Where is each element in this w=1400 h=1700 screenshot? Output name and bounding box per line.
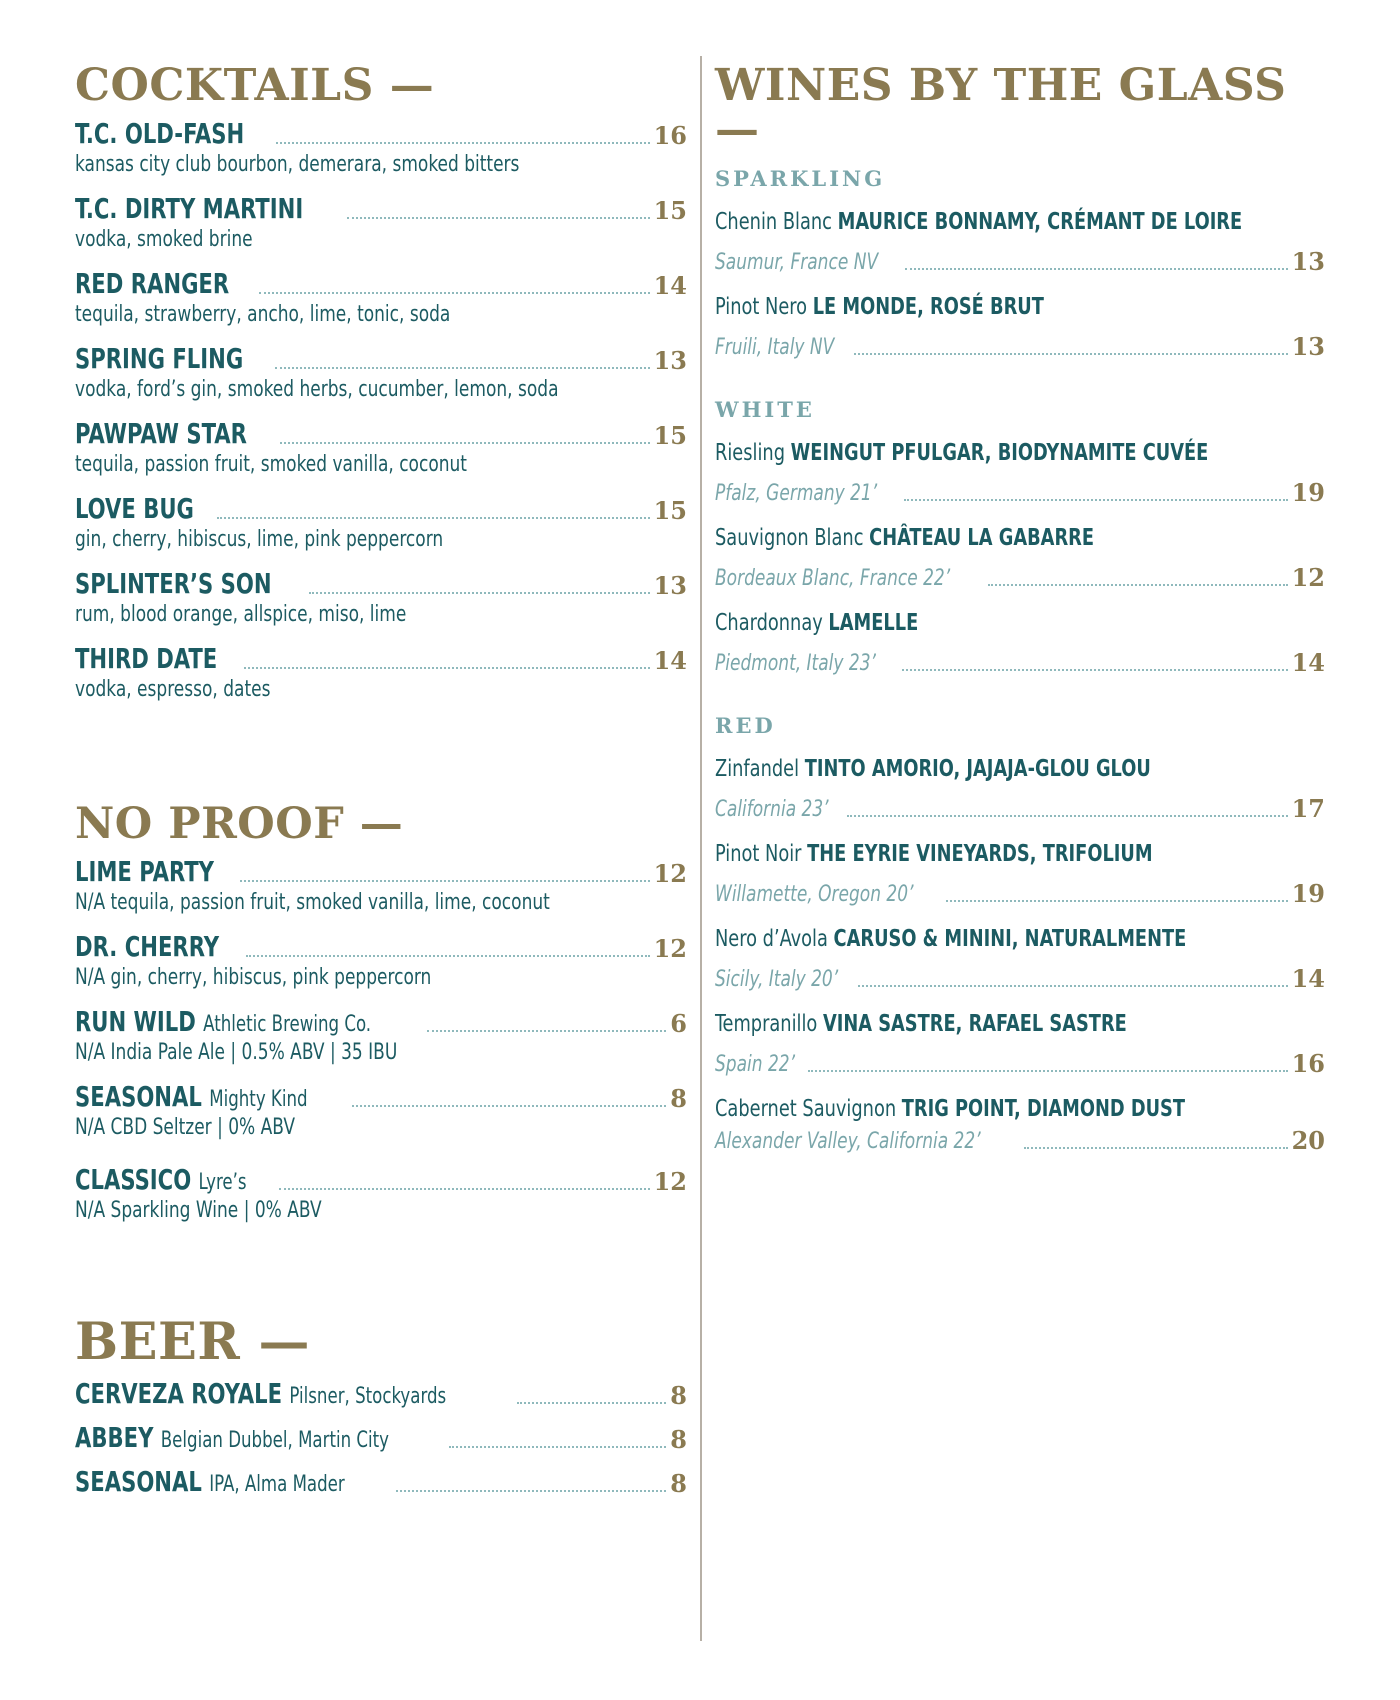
item-producer: Lyre’s — [198, 1170, 247, 1195]
item-price: 8 — [670, 1469, 687, 1498]
wine-title: Pinot Nero LE MONDE, ROSÉ BRUT — [715, 294, 1044, 320]
wine-origin: Bordeaux Blanc, France 22’ — [715, 566, 951, 591]
no-proof-item — [75, 1163, 687, 1241]
left-column — [75, 60, 687, 1512]
wine-title: Sauvignon Blanc CHÂTEAU LA GABARRE — [715, 525, 1095, 551]
item-name: DR. CHERRY — [75, 930, 220, 963]
item-description: N/A gin, cherry, hibiscus, pink peppercorn — [75, 965, 432, 990]
item-description: vodka, ford’s gin, smoked herbs, cucumber, lemon, soda — [75, 377, 559, 402]
no-proof-item — [75, 1080, 687, 1158]
wine-title: Nero d’Avola CARUSO & MININI, NATURALMENTE — [715, 926, 1187, 952]
dot-leader — [396, 1490, 666, 1492]
wines-title: WINES BY THE GLASS — — [715, 60, 1287, 155]
item-price: 14 — [1291, 648, 1325, 677]
wine-title: Zinfandel TINTO AMORIO, JAJAJA-GLOU GLOU — [715, 756, 1151, 782]
wine-origin: Pfalz, Germany 21’ — [715, 481, 878, 506]
item-price: 14 — [653, 646, 687, 675]
item-price: 19 — [1291, 879, 1325, 908]
beer-list — [75, 1377, 687, 1512]
dot-leader — [858, 985, 1287, 987]
dot-leader — [347, 217, 650, 219]
item-description: N/A CBD Seltzer | 0% ABV — [75, 1115, 296, 1140]
item-name: SEASONAL Mighty Kind — [75, 1080, 308, 1113]
beer-item — [75, 1377, 687, 1424]
dot-leader — [352, 1105, 666, 1107]
item-price: 14 — [1291, 964, 1325, 993]
wine-title: Chenin Blanc MAURICE BONNAMY, CRÉMANT DE LOIRE — [715, 209, 1243, 235]
item-name: SPRING FLING — [75, 342, 244, 375]
wine-origin: Piedmont, Italy 23’ — [715, 651, 876, 676]
wine-origin: Sicily, Italy 20’ — [715, 967, 839, 992]
right-column — [715, 60, 1325, 1155]
item-price: 8 — [670, 1425, 687, 1454]
category-red: RED — [715, 713, 776, 738]
item-name: SPLINTER’S SON — [75, 567, 272, 600]
beer-item — [75, 1421, 687, 1468]
item-description: kansas city club bourbon, demerara, smoked bitters — [75, 152, 520, 177]
item-price: 13 — [1291, 332, 1325, 361]
wine-title: Cabernet Sauvignon TRIG POINT, DIAMOND DUST — [715, 1096, 1186, 1122]
dot-leader — [217, 517, 650, 519]
item-price: 8 — [670, 1381, 687, 1410]
dot-leader — [808, 1070, 1288, 1072]
cocktails-title: COCKTAILS — — [75, 60, 435, 111]
item-name: SEASONAL IPA, Alma Mader — [75, 1465, 345, 1498]
item-price: 17 — [1291, 794, 1325, 823]
cocktail-item — [75, 342, 687, 420]
item-price: 15 — [653, 196, 687, 225]
dot-leader — [240, 880, 649, 882]
no-proof-item — [75, 930, 687, 1008]
item-price: 13 — [653, 346, 687, 375]
dot-leader — [946, 900, 1288, 902]
item-style: IPA, Alma Mader — [209, 1472, 345, 1497]
item-name: LIME PARTY — [75, 855, 214, 888]
item-price: 12 — [653, 1167, 687, 1196]
item-producer: Mighty Kind — [209, 1087, 308, 1112]
item-style: Belgian Dubbel, Martin City — [160, 1428, 389, 1453]
item-price: 6 — [670, 1009, 687, 1038]
item-price: 13 — [653, 571, 687, 600]
dot-leader — [259, 292, 650, 294]
wine-item — [715, 1013, 1325, 1076]
cocktail-item — [75, 492, 687, 570]
item-price: 16 — [1291, 1049, 1325, 1078]
wine-title: Pinot Noir THE EYRIE VINEYARDS, TRIFOLIUM — [715, 841, 1153, 867]
wine-item — [715, 296, 1325, 359]
wine-title: Tempranillo VINA SASTRE, RAFAEL SASTRE — [715, 1011, 1127, 1037]
dot-leader — [904, 499, 1288, 501]
wine-item — [715, 843, 1325, 906]
item-name: CERVEZA ROYALE Pilsner, Stockyards — [75, 1377, 447, 1410]
item-description: vodka, smoked brine — [75, 227, 253, 252]
item-description: vodka, espresso, dates — [75, 677, 271, 702]
item-name: LOVE BUG — [75, 492, 194, 525]
wine-item — [715, 527, 1325, 590]
cocktail-item — [75, 267, 687, 345]
beer-item — [75, 1465, 687, 1512]
wine-origin: Spain 22’ — [715, 1052, 796, 1077]
dot-leader — [276, 142, 649, 144]
item-producer: Athletic Brewing Co. — [203, 1012, 372, 1037]
wine-origin: California 23’ — [715, 797, 829, 822]
no-proof-list — [75, 855, 687, 1241]
cocktail-item — [75, 192, 687, 270]
item-name: ABBEY Belgian Dubbel, Martin City — [75, 1421, 389, 1454]
cocktail-item — [75, 417, 687, 495]
item-name: CLASSICO Lyre’s — [75, 1163, 247, 1196]
item-price: 12 — [653, 934, 687, 963]
dot-leader — [275, 367, 649, 369]
dot-leader — [1024, 1147, 1288, 1149]
item-description: tequila, strawberry, ancho, lime, tonic, soda — [75, 302, 451, 327]
item-price: 15 — [653, 496, 687, 525]
cocktail-item — [75, 567, 687, 645]
dot-leader — [280, 442, 650, 444]
category-sparkling: SPARKLING — [715, 166, 886, 191]
wine-origin: Fruili, Italy NV — [715, 335, 835, 360]
item-description: N/A Sparkling Wine | 0% ABV — [75, 1198, 322, 1223]
item-price: 19 — [1291, 478, 1325, 507]
dot-leader — [847, 815, 1288, 817]
column-divider — [700, 56, 702, 1641]
cocktails-list — [75, 117, 687, 720]
category-white: WHITE — [715, 397, 815, 422]
item-price: 15 — [653, 421, 687, 450]
wine-item — [715, 1098, 1325, 1153]
wine-origin: Alexander Valley, California 22’ — [715, 1129, 981, 1154]
item-description: N/A India Pale Ale | 0.5% ABV | 35 IBU — [75, 1040, 398, 1065]
item-description: gin, cherry, hibiscus, lime, pink peppercorn — [75, 527, 444, 552]
item-style: Pilsner, Stockyards — [289, 1384, 447, 1409]
wine-item — [715, 211, 1325, 274]
dot-leader — [902, 669, 1287, 671]
item-name: THIRD DATE — [75, 642, 218, 675]
wine-title: Riesling WEINGUT PFULGAR, BIODYNAMITE CUVÉE — [715, 440, 1209, 466]
cocktail-item — [75, 642, 687, 720]
item-name: RUN WILD Athletic Brewing Co. — [75, 1005, 372, 1038]
no-proof-title: NO PROOF — — [75, 799, 404, 849]
item-price: 16 — [653, 121, 687, 150]
cocktail-item — [75, 117, 687, 195]
wine-origin: Willamette, Oregon 20’ — [715, 882, 914, 907]
item-price: 20 — [1291, 1126, 1325, 1155]
item-price: 12 — [1291, 563, 1325, 592]
wine-item — [715, 758, 1325, 821]
item-price: 13 — [1291, 247, 1325, 276]
no-proof-item — [75, 1005, 687, 1083]
item-name: RED RANGER — [75, 267, 230, 300]
item-description: rum, blood orange, allspice, miso, lime — [75, 602, 407, 627]
item-price: 8 — [670, 1084, 687, 1113]
dot-leader — [244, 667, 649, 669]
item-description: N/A tequila, passion fruit, smoked vanilla, lime, coconut — [75, 890, 550, 915]
dot-leader — [854, 353, 1288, 355]
wine-origin: Saumur, France NV — [715, 250, 879, 275]
item-price: 12 — [653, 859, 687, 888]
dot-leader — [905, 268, 1288, 270]
dot-leader — [309, 592, 650, 594]
wine-item — [715, 928, 1325, 991]
item-name: PAWPAW STAR — [75, 417, 247, 450]
no-proof-item — [75, 855, 687, 933]
wine-title: Chardonnay LAMELLE — [715, 610, 919, 636]
wine-item — [715, 612, 1325, 675]
item-name: T.C. DIRTY MARTINI — [75, 192, 304, 225]
item-price: 14 — [653, 271, 687, 300]
dot-leader — [246, 955, 649, 957]
dot-leader — [427, 1030, 666, 1032]
item-name: T.C. OLD-FASH — [75, 117, 245, 150]
dot-leader — [279, 1188, 649, 1190]
dot-leader — [449, 1446, 667, 1448]
item-description: tequila, passion fruit, smoked vanilla, coconut — [75, 452, 467, 477]
dot-leader — [988, 584, 1287, 586]
beer-title: BEER — — [75, 1312, 310, 1372]
wine-item — [715, 442, 1325, 505]
dot-leader — [517, 1402, 666, 1404]
